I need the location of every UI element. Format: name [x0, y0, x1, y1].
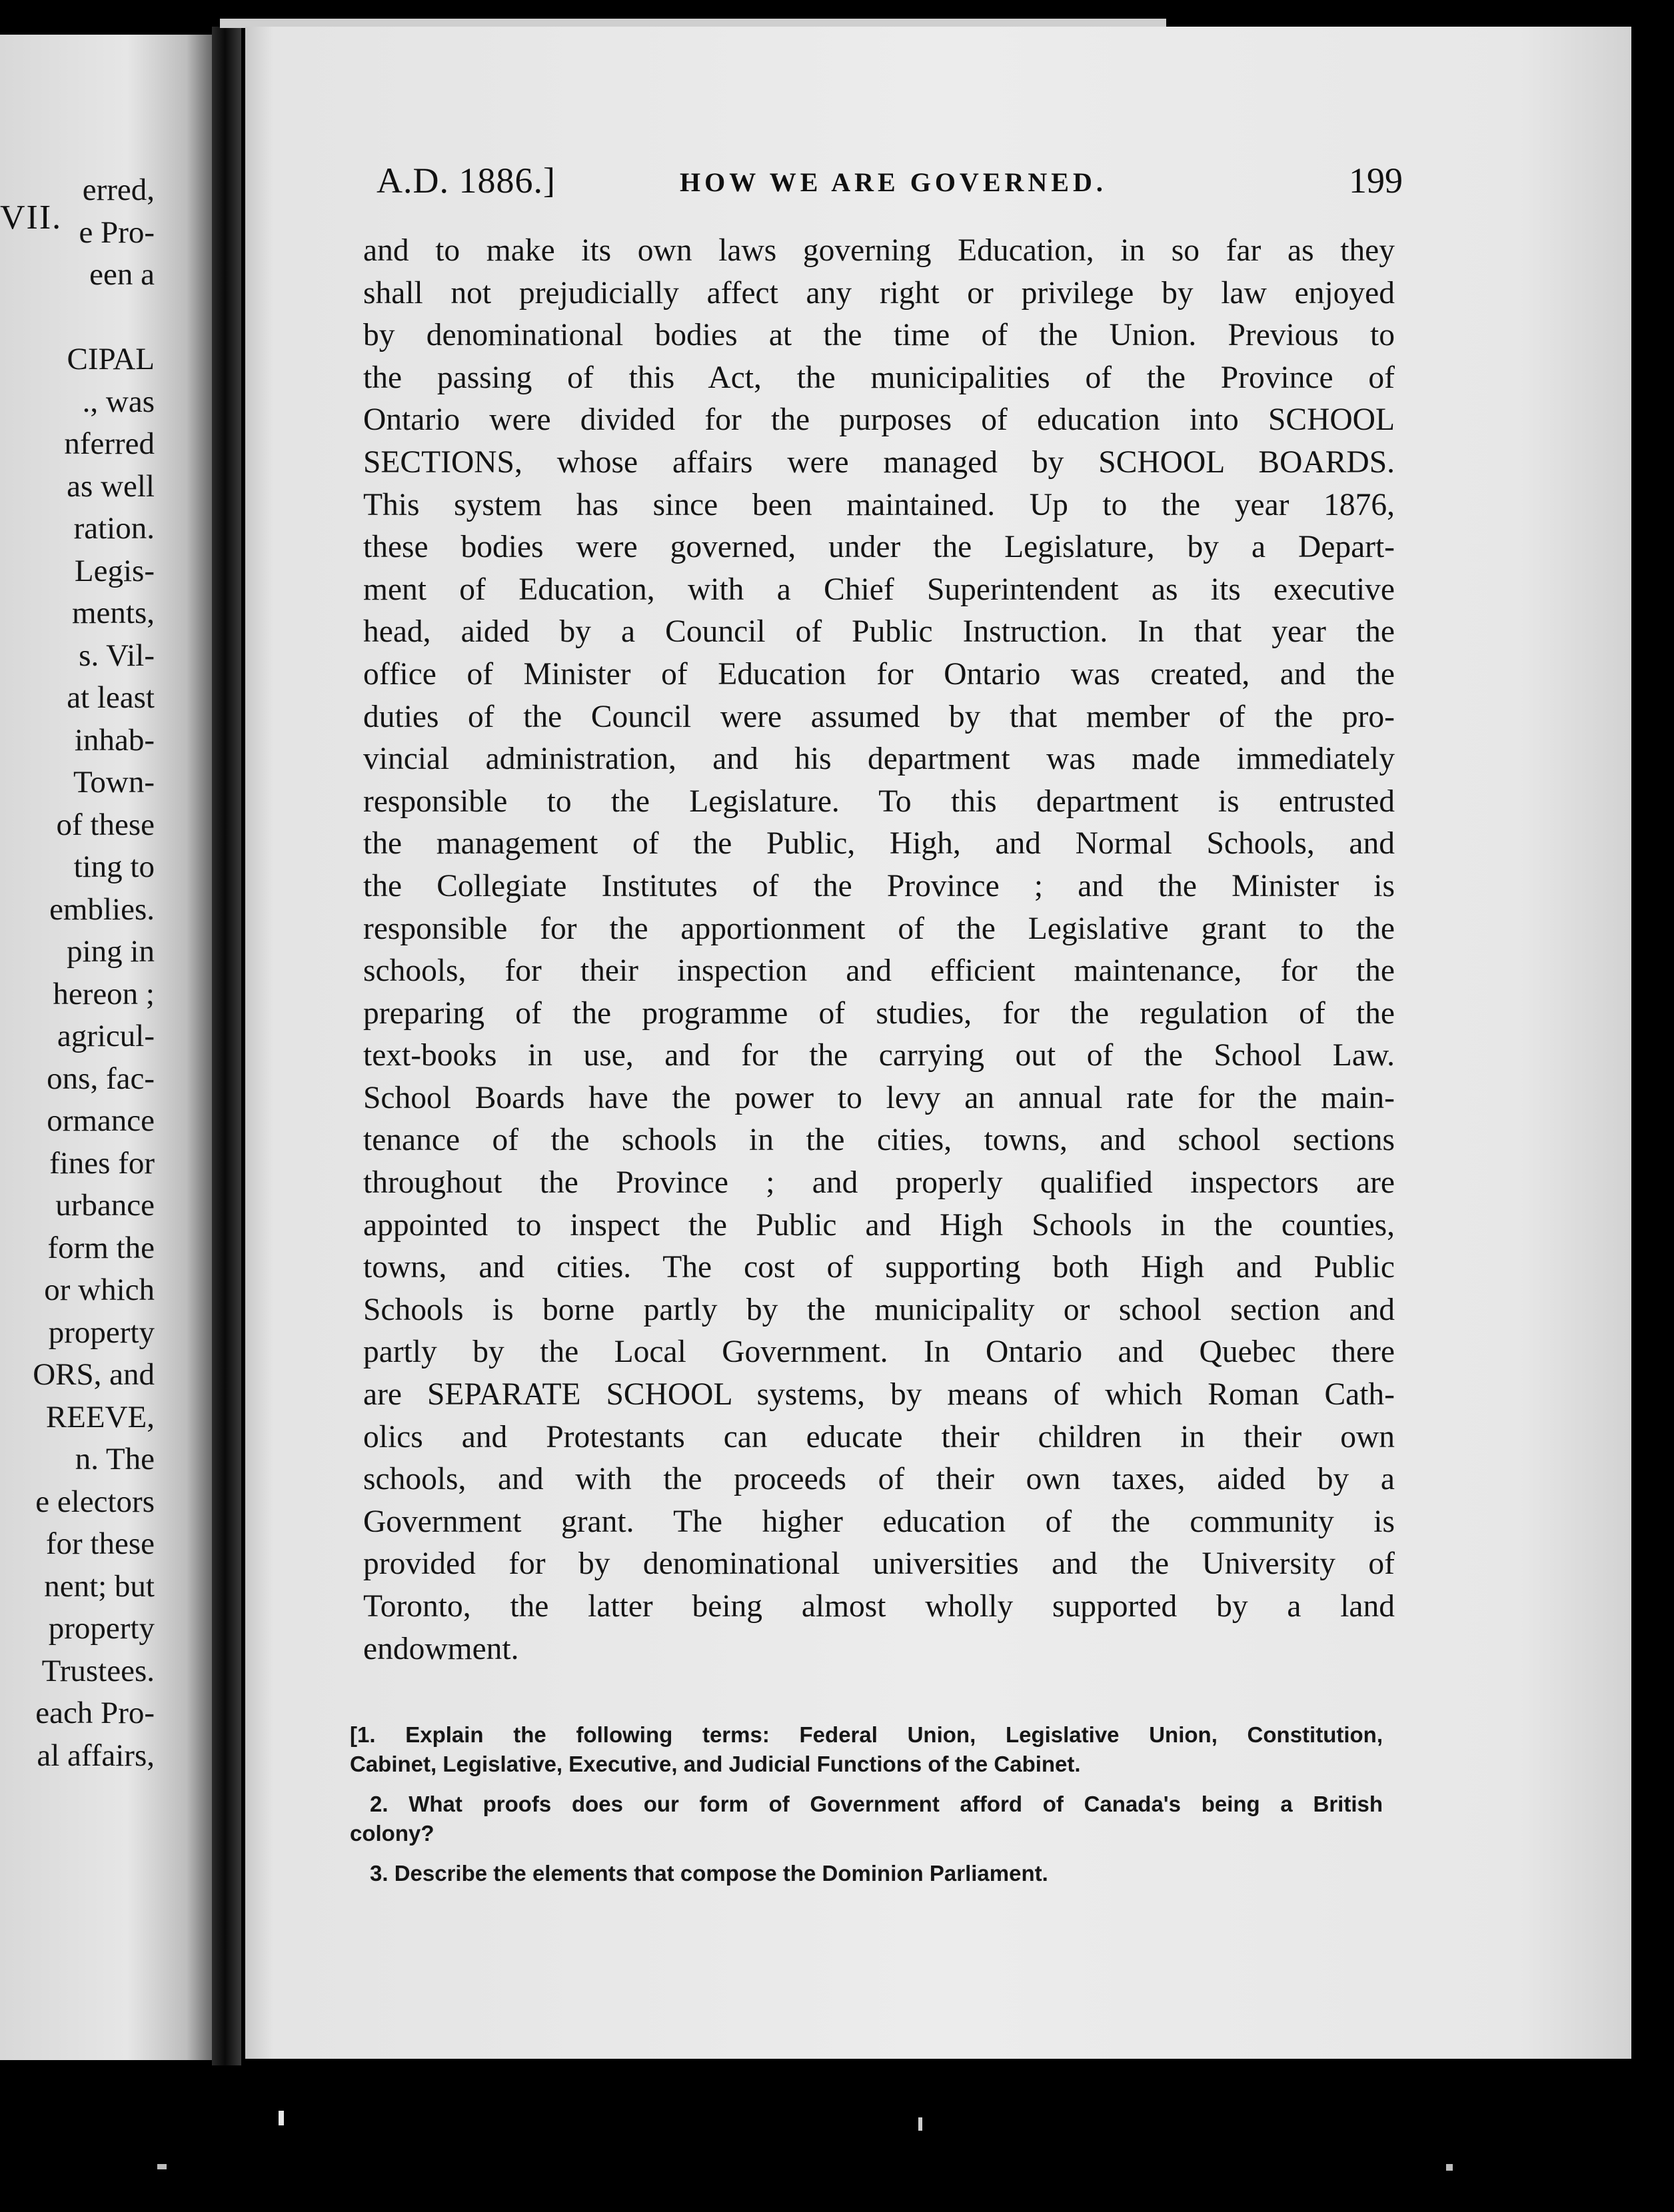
- body-line: preparing of the programme of studies, for the regulation of the: [363, 995, 1395, 1031]
- previous-page-line: nent; but: [44, 1568, 155, 1604]
- body-line: Toronto, the latter being almost wholly supported by a land: [363, 1589, 1395, 1624]
- body-line: the Collegiate Institutes of the Province ; and the Minister is: [363, 868, 1395, 903]
- question-2: [350, 1790, 1383, 1848]
- question-line: colony?: [350, 1821, 434, 1846]
- body-line: olics and Protestants can educate their children in their own: [363, 1419, 1395, 1454]
- previous-page-line: for these: [45, 1526, 155, 1561]
- previous-page-line: agricul-: [57, 1019, 155, 1053]
- body-line: and to make its own laws governing Education, in so far as they: [363, 233, 1395, 268]
- body-line: This system has since been maintained. Up to the year 1876,: [363, 487, 1395, 522]
- body-line: endowment.: [363, 1631, 519, 1666]
- running-head-title: HOW WE ARE GOVERNED.: [680, 167, 1107, 197]
- previous-page-line: e electors: [35, 1484, 155, 1519]
- body-text: [363, 230, 1395, 1670]
- body-line: are SEPARATE SCHOOL systems, by means of which Roman Cath-: [363, 1377, 1395, 1412]
- previous-page-line: of these: [56, 807, 155, 842]
- scan-speck: [918, 2117, 922, 2131]
- previous-page-line: ration.: [73, 511, 155, 546]
- previous-page-line: CIPAL: [67, 342, 155, 376]
- question-line: 2. What proofs does our form of Government afford of Canada's being a British: [370, 1792, 1383, 1816]
- previous-page-line: Trustees.: [41, 1653, 155, 1688]
- body-line: partly by the Local Government. In Ontario and Quebec there: [363, 1335, 1395, 1370]
- scan-speck: [279, 2111, 284, 2125]
- question-line: Cabinet, Legislative, Executive, and Judicial Functions of the Cabinet.: [350, 1752, 1081, 1776]
- previous-page-line: urbance: [55, 1188, 155, 1223]
- body-line: tenance of the schools in the cities, towns, and school sections: [363, 1123, 1395, 1158]
- previous-page-line: ., was: [82, 384, 155, 419]
- body-line: schools, and with the proceeds of their own taxes, aided by a: [363, 1462, 1395, 1497]
- body-line: by denominational bodies at the time of the Union. Previous to: [363, 318, 1395, 353]
- body-line: shall not prejudicially affect any right or privilege by law enjoyed: [363, 275, 1395, 310]
- previous-page-line: emblies.: [49, 891, 155, 927]
- previous-page-line: as well: [67, 468, 155, 504]
- previous-page-line: al affairs,: [37, 1738, 155, 1773]
- previous-page-running-head: VII.: [0, 199, 63, 237]
- previous-page-line: ORS, and: [33, 1357, 155, 1392]
- body-line: School Boards have the power to levy an annual rate for the main-: [363, 1080, 1395, 1115]
- previous-page-line: ons, fac-: [47, 1061, 155, 1096]
- previous-page-line: inhab-: [74, 722, 155, 758]
- question-1: [350, 1720, 1383, 1779]
- previous-page-line: Legis-: [74, 553, 155, 588]
- body-line: responsible to the Legislature. To this department is entrusted: [363, 784, 1395, 819]
- running-head: [377, 160, 1403, 207]
- scan-speck: [157, 2164, 167, 2169]
- previous-page-line: ting to: [73, 849, 155, 884]
- body-line: the passing of this Act, the municipalities of the Province of: [363, 360, 1395, 395]
- review-questions: [350, 1720, 1383, 1899]
- body-line: office of Minister of Education for Ontario was created, and the: [363, 656, 1395, 692]
- previous-page-line: fines for: [49, 1145, 155, 1181]
- previous-page-line: at least: [67, 680, 155, 715]
- question-line: [1. Explain the following terms: Federal Union, Legislative Union, Constitution,: [350, 1722, 1383, 1747]
- previous-page-line: property: [48, 1315, 155, 1350]
- body-line: duties of the Council were assumed by that member of the pro-: [363, 699, 1395, 734]
- body-line: the management of the Public, High, and Normal Schools, and: [363, 826, 1395, 861]
- page-number: 199: [1349, 161, 1403, 201]
- previous-page-line: hereon ;: [53, 976, 155, 1011]
- body-line: SECTIONS, whose affairs were managed by SCHOOL BOARDS.: [363, 444, 1395, 480]
- body-line: text-books in use, and for the carrying out of the School Law.: [363, 1038, 1395, 1073]
- body-line: vincial administration, and his department was made immediately: [363, 742, 1395, 777]
- previous-page-line: e Pro-: [79, 215, 155, 250]
- previous-page-line: s. Vil-: [79, 638, 155, 673]
- previous-page-line: property: [48, 1611, 155, 1646]
- previous-page-line: ormance: [47, 1103, 155, 1138]
- scan-speck: [1446, 2164, 1453, 2171]
- question-3: [350, 1859, 1383, 1888]
- body-line: appointed to inspect the Public and High Schools in the counties,: [363, 1207, 1395, 1243]
- body-line: provided for by denominational universities and the University of: [363, 1546, 1395, 1582]
- previous-page-text: [0, 169, 155, 1777]
- previous-page-line: Town-: [73, 765, 155, 800]
- body-line: schools, for their inspection and efficient maintenance, for the: [363, 953, 1395, 989]
- previous-page-line: or which: [44, 1273, 155, 1307]
- body-line: responsible for the apportionment of the Legislative grant to the: [363, 911, 1395, 946]
- previous-page-line: ments,: [71, 596, 155, 630]
- previous-page-line: ping in: [67, 934, 155, 969]
- running-head-date: A.D. 1886.]: [377, 161, 556, 201]
- previous-page-line: REEVE,: [45, 1399, 155, 1434]
- body-line: ment of Education, with a Chief Superintendent as its executive: [363, 572, 1395, 607]
- previous-page-line: each Pro-: [35, 1696, 155, 1730]
- body-line: Government grant. The higher education of the community is: [363, 1504, 1395, 1539]
- body-line: these bodies were governed, under the Legislature, by a Depart-: [363, 530, 1395, 565]
- question-line: 3. Describe the elements that compose the Dominion Parliament.: [370, 1861, 1048, 1886]
- previous-page-line: n. The: [75, 1442, 155, 1476]
- body-line: head, aided by a Council of Public Instruction. In that year the: [363, 614, 1395, 650]
- previous-page-line: een a: [89, 257, 155, 292]
- previous-page: [0, 35, 212, 2060]
- body-line: towns, and cities. The cost of supporting both High and Public: [363, 1250, 1395, 1285]
- previous-page-line: nferred: [64, 426, 155, 461]
- previous-page-line: form the: [47, 1230, 155, 1265]
- body-line: Schools is borne partly by the municipality or school section and: [363, 1292, 1395, 1327]
- previous-page-line: erred,: [82, 173, 155, 207]
- body-line: Ontario were divided for the purposes of education into SCHOOL: [363, 402, 1395, 438]
- body-line: throughout the Province ; and properly qualified inspectors are: [363, 1165, 1395, 1201]
- previous-page-line: [0, 296, 155, 339]
- book-gutter: [212, 27, 241, 2065]
